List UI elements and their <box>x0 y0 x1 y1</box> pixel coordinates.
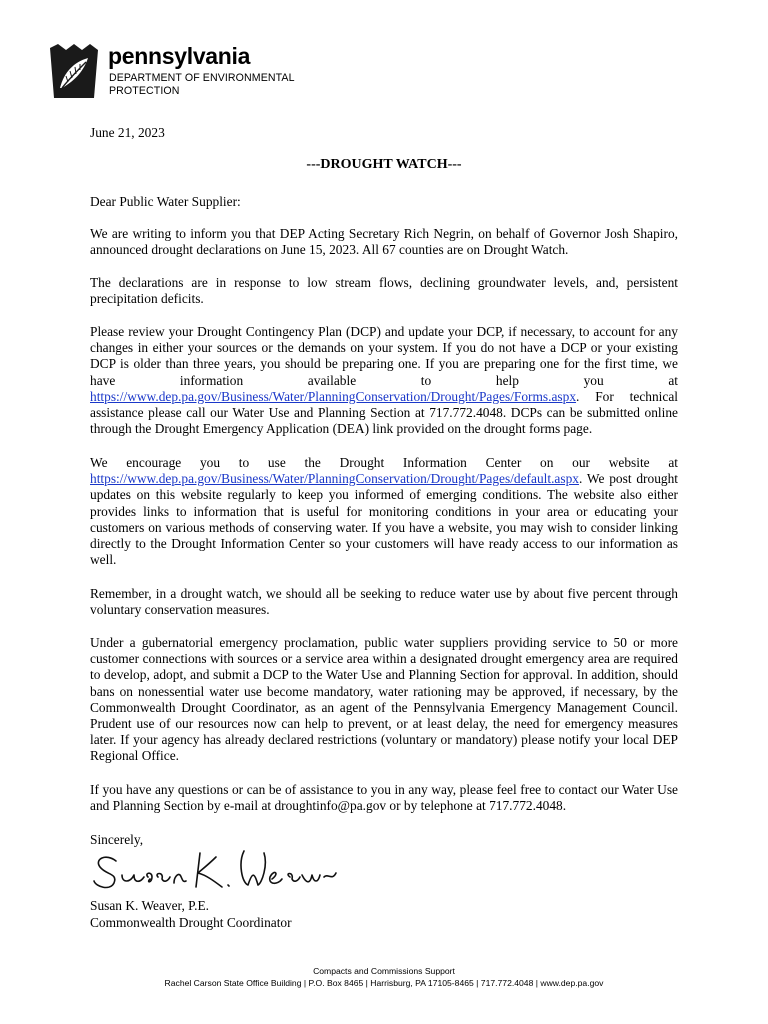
paragraph-6 <box>90 635 678 765</box>
paragraph-3 <box>90 324 678 437</box>
logo-state-name: pennsylvania <box>108 43 251 69</box>
drought-information-center-link[interactable]: https://www.dep.pa.gov/Business/Water/PlanningConservation/Drought/Pages/default.aspx <box>90 471 579 487</box>
drought-forms-link[interactable]: https://www.dep.pa.gov/Business/Water/PlanningConservation/Drought/Pages/Forms.aspx <box>90 388 577 404</box>
handwritten-signature <box>88 843 348 895</box>
paragraph-3-text <box>90 324 678 437</box>
logo-department-line1: DEPARTMENT OF ENVIRONMENTAL <box>109 72 295 84</box>
paragraph-1 <box>90 226 678 258</box>
signer-name: Susan K. Weaver, P.E. <box>90 898 210 913</box>
paragraph-6-text: Under a gubernatorial emergency proclamation, public water suppliers providing service to 50 or more customer connections with sources or a service area within a designated drought emergency area are required to develop, adopt, and submit a DCP to the Water Use and Planning Section for approval. In addition, should bans on nonessential water use become mandatory, water rationing may be approved, if necessary, by the Commonwealth Drought Coordinator, as an agent of the Pennsylvania Emergency Management Council. Prudent use of our resources now can help to prevent, or at least delay, the need for emergency measures later. If your agency has already declared restrictions (voluntary or mandatory) please notify your local DEP Regional Office. <box>90 635 678 764</box>
dep-logo <box>44 42 304 104</box>
letter-footer <box>0 966 768 989</box>
closing: Sincerely, <box>90 832 144 847</box>
keystone-leaf-icon <box>44 42 102 100</box>
paragraph-2 <box>90 275 678 307</box>
paragraph-4 <box>90 455 678 568</box>
letter-date: June 21, 2023 <box>90 125 165 140</box>
paragraph-5-text: Remember, in a drought watch, we should all be seeking to reduce water use by about five percent through voluntary conservation measures. <box>90 586 678 618</box>
heading-text: ---DROUGHT WATCH--- <box>306 157 462 172</box>
paragraph-1-text: We are writing to inform you that DEP Acting Secretary Rich Negrin, on behalf of Governor Josh Shapiro, announced drought declarations on June 15, 2023. All 67 counties are on Drought Watch. <box>90 226 678 258</box>
paragraph-4-before: We encourage you to use the Drought Information Center on our website at <box>90 455 678 470</box>
salutation: Dear Public Water Supplier: <box>90 194 241 209</box>
paragraph-7-text: If you have any questions or can be of assistance to you in any way, please feel free to contact our Water Use and Planning Section by e-mail at droughtinfo@pa.gov or by telephone at 717.772.4048. <box>90 782 678 814</box>
footer-line1: Compacts and Commissions Support <box>313 966 455 976</box>
logo-department-name <box>109 72 295 98</box>
paragraph-3-before: Please review your Drought Contingency Plan (DCP) and update your DCP, if necessary, to account for any changes in either your sources or the demands on your system. If you do not have a DCP or your existing DCP is older than three years, you should be preparing one. If you are preparing one for the first time, we have information available to help you at <box>90 324 678 388</box>
paragraph-4-after: . We post drought updates on this website regularly to keep you informed of emerging conditions. The website also either provides links to information that is useful for monitoring conditions in your area or educating your customers on various methods of conserving water. If you have a website, you may wish to consider linking directly to the Drought Information Center so your customers will have ready access to our information as well. <box>90 471 678 568</box>
signer-title: Commonwealth Drought Coordinator <box>90 915 292 930</box>
footer-line2: Rachel Carson State Office Building | P.O. Box 8465 | Harrisburg, PA 17105-8465 | 717.772.4048 | www.dep.pa.gov <box>164 977 604 988</box>
paragraph-3-after: . For technical assistance please call our Water Use and Planning Section at 717.772.4048. DCPs can be submitted online through the Drought Emergency Application (DEA) link provided on the drought forms page. <box>90 388 678 437</box>
paragraph-5 <box>90 586 678 618</box>
paragraph-2-text: The declarations are in response to low stream flows, declining groundwater levels, and, persistent precipitation deficits. <box>90 275 678 307</box>
letter-heading <box>0 157 768 173</box>
paragraph-4-text <box>90 455 678 568</box>
logo-department-line2: PROTECTION <box>109 85 180 97</box>
signer-block <box>90 897 292 931</box>
paragraph-7 <box>90 782 678 814</box>
